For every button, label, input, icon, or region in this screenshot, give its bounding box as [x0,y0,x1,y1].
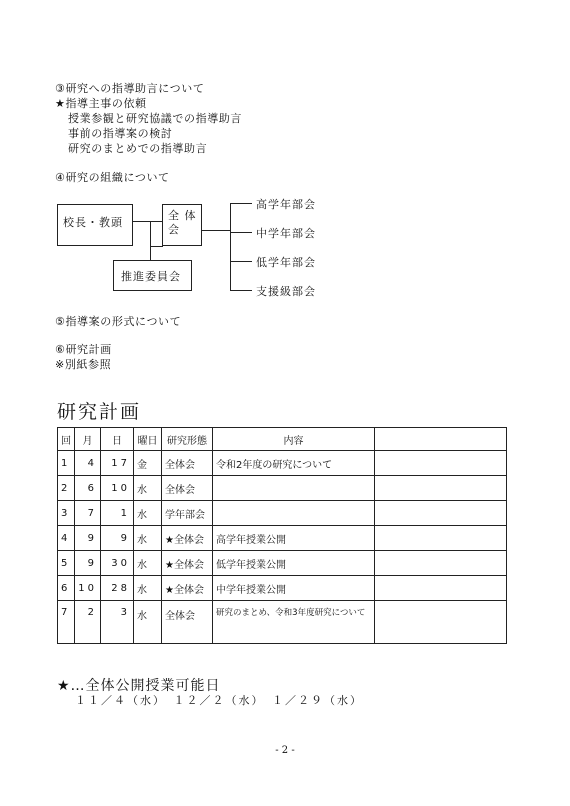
section3-item: 研究のまとめでの指導助言 [68,142,208,155]
cell-day: 10 [101,476,134,501]
cell-month: 7 [75,501,101,526]
table-row [58,476,507,501]
header-cell [375,428,507,451]
principal-box-label: 校長・教頭 [63,216,123,229]
whole-meeting-label: 会 [168,223,180,236]
cell-weekday: 水 [134,501,162,526]
cell-extra [375,451,507,476]
cell-extra [375,551,507,576]
committee-box [113,260,192,291]
section3-heading: ③研究への指導助言について [55,82,205,95]
cell-content: 高学年授業公開 [213,526,375,551]
org-connector [132,221,163,222]
section4-heading: ④研究の組織について [55,171,170,184]
cell-content: 令和2年度の研究について [213,451,375,476]
whole-meeting-label: 全 体 [168,209,197,222]
cell-number: 4 [58,526,75,551]
section6-heading: ⑥研究計画 [55,343,112,356]
header-cell: 曜日 [134,428,162,451]
cell-number: 1 [58,451,75,476]
org-connector [150,246,163,247]
cell-format: ★全体会 [162,526,213,551]
cell-month: 9 [75,526,101,551]
header-cell: 研究形態 [162,428,213,451]
cell-day: 1 [101,501,134,526]
table-row [58,451,507,476]
section3-item: 事前の指導案の検討 [68,127,173,140]
org-connector [150,246,151,260]
table-row [58,551,507,576]
table-row [58,601,507,644]
cell-format: 全体会 [162,601,213,644]
cell-weekday: 水 [134,526,162,551]
committee-box-label: 推進委員会 [121,270,181,283]
cell-format: ★全体会 [162,576,213,601]
cell-day: 3 [101,601,134,644]
org-connector [230,290,252,291]
cell-format: 学年部会 [162,501,213,526]
cell-extra [375,526,507,551]
cell-content: 低学年授業公開 [213,551,375,576]
cell-day: 30 [101,551,134,576]
org-connector [230,261,252,262]
cell-month: 9 [75,551,101,576]
table-header-row [58,428,507,451]
whole-meeting-box [162,204,202,246]
division-label: 高学年部会 [256,198,316,211]
section3-item: 授業参観と研究協議での指導助言 [68,112,242,125]
cell-extra [375,601,507,644]
cell-month: 10 [75,576,101,601]
cell-format: ★全体会 [162,551,213,576]
division-label: 中学年部会 [256,227,316,240]
cell-number: 2 [58,476,75,501]
page-number: - 2 - [275,745,295,756]
cell-day: 17 [101,451,134,476]
cell-content: 中学年授業公開 [213,576,375,601]
cell-number: 7 [58,601,75,644]
principal-box [57,204,133,246]
cell-number: 6 [58,576,75,601]
org-connector [230,232,252,233]
org-connector [201,230,230,231]
cell-extra [375,576,507,601]
cell-extra [375,501,507,526]
table-row [58,501,507,526]
open-lesson-note: ★…全体公開授業可能日 [57,678,221,694]
cell-weekday: 金 [134,451,162,476]
section6-note: ※別紙参照 [55,358,112,371]
cell-month: 6 [75,476,101,501]
cell-month: 4 [75,451,101,476]
open-lesson-dates: １１／４（水） １２／２（水） １／２９（水） [75,694,363,707]
cell-format: 全体会 [162,476,213,501]
table-row [58,526,507,551]
cell-month: 2 [75,601,101,644]
section5-heading: ⑤指導案の形式について [55,315,182,328]
schedule-table [57,427,507,644]
header-cell: 内容 [213,428,375,451]
org-connector [230,203,252,204]
division-label: 支援級部会 [256,285,316,298]
cell-extra [375,476,507,501]
cell-format: 全体会 [162,451,213,476]
plan-title: 研究計画 [57,401,142,423]
org-connector [230,203,231,290]
cell-weekday: 水 [134,476,162,501]
cell-weekday: 水 [134,601,162,644]
cell-weekday: 水 [134,576,162,601]
header-cell: 月 [75,428,101,451]
section3-star-line: ★指導主事の依頼 [55,97,147,110]
cell-content [213,476,375,501]
division-label: 低学年部会 [256,256,316,269]
cell-weekday: 水 [134,551,162,576]
org-connector [150,221,151,246]
table-row [58,576,507,601]
cell-content: 研究のまとめ、令和3年度研究について [213,601,375,644]
cell-number: 3 [58,501,75,526]
cell-day: 28 [101,576,134,601]
cell-day: 9 [101,526,134,551]
header-cell: 回 [58,428,75,451]
cell-content [213,501,375,526]
cell-number: 5 [58,551,75,576]
header-cell: 日 [101,428,134,451]
